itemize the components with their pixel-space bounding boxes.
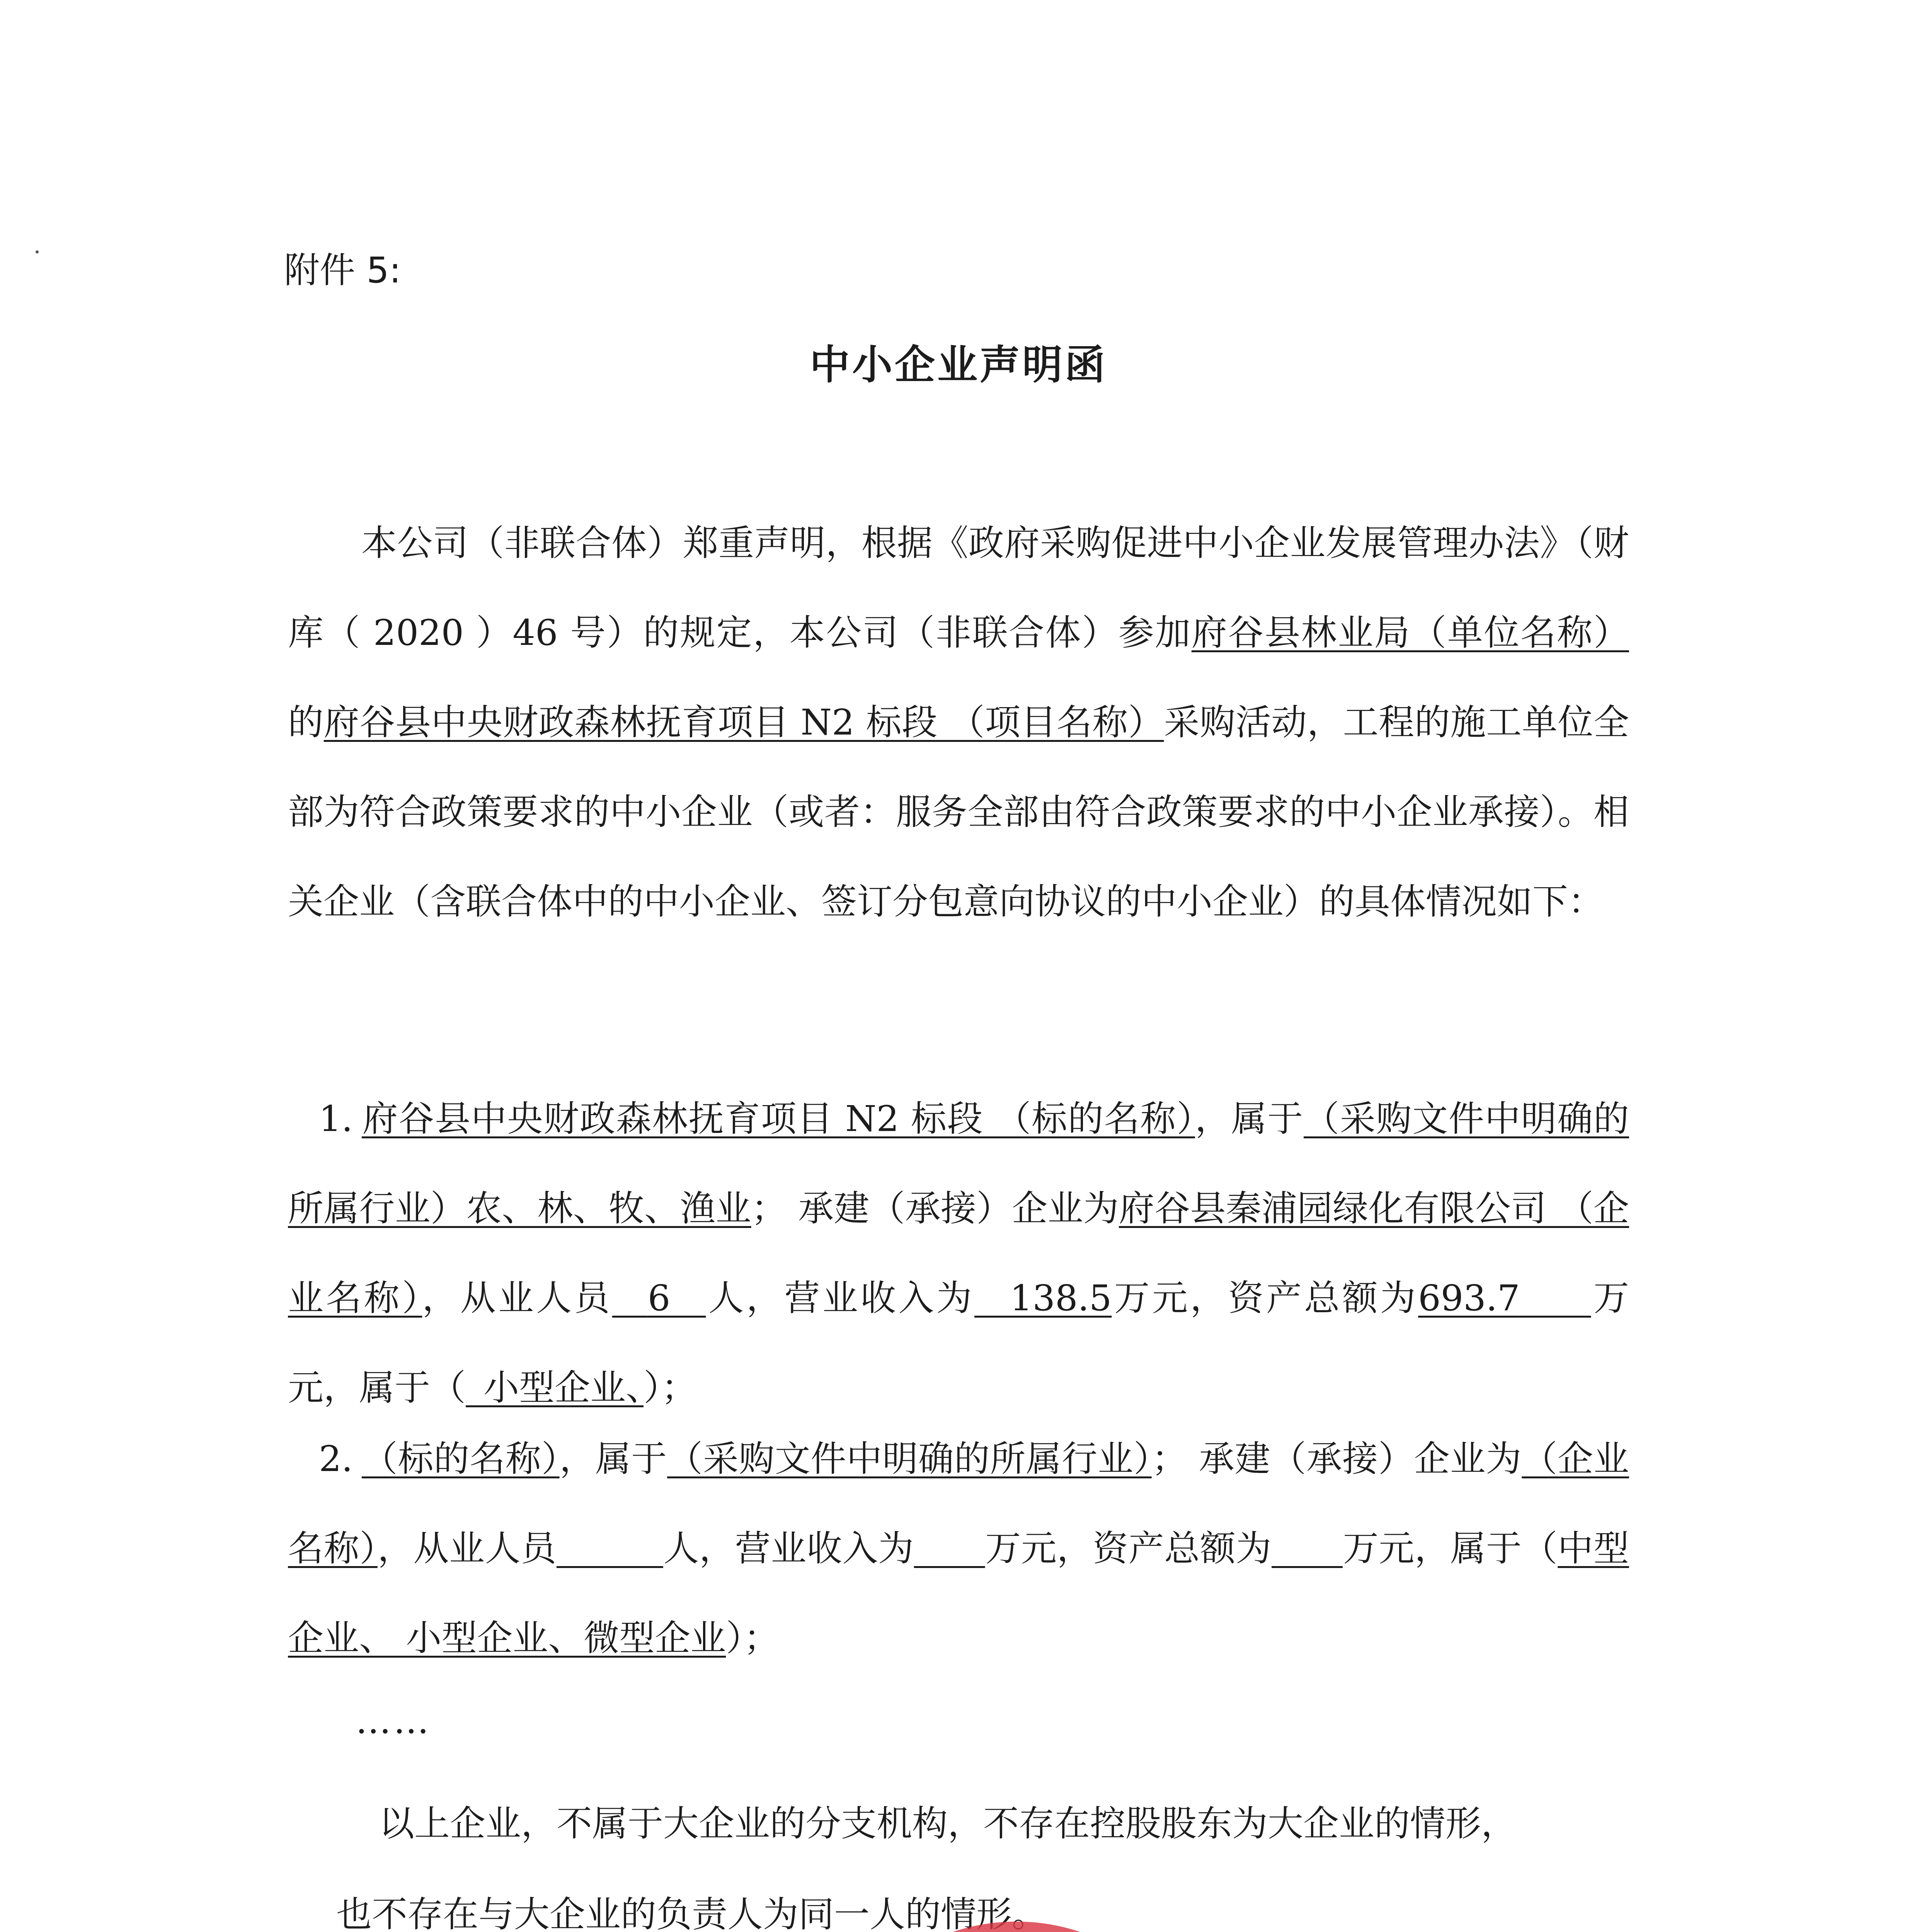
item1-text-2: ； 承建（承接）企业为 <box>751 1188 1119 1229</box>
item1-text-1: ，属于 <box>1195 1098 1304 1139</box>
item2-types: 中型企业、 小型企业、微型企业 <box>288 1528 1629 1659</box>
scan-speck <box>36 250 39 253</box>
statement-line-2: 也不存在与大企业的负责人为同一人的情形。 <box>336 1894 1048 1932</box>
intro-paragraph <box>288 498 1629 947</box>
item2-employees-blank <box>557 1528 663 1569</box>
intro-text-2: 的 <box>288 702 324 743</box>
item1-revenue <box>974 1277 1112 1319</box>
intro-text-1: 本公司（非联合体）郑重声明，根据《政府采购促进中小企业发展管理办法》（财库（ 2020 ）46 号）的规定，本公司（非联合体）参加 <box>288 522 1629 653</box>
item1-target: 府谷县中央财政森林抚育项目 N2 标段 （标的名称） <box>361 1098 1195 1139</box>
item1-text-6: 万元，属于（ <box>288 1277 1629 1408</box>
item2-text-2: ； 承建（承接）企业为 <box>1151 1438 1522 1480</box>
item2-target: （标的名称） <box>361 1438 560 1480</box>
item2-text-6: 万元，属于（ <box>1343 1528 1558 1569</box>
enterprise-item-1 <box>288 1074 1629 1433</box>
seal-ring <box>823 1928 1210 1932</box>
item1-number: 1. <box>319 1098 353 1139</box>
item2-revenue-blank <box>914 1528 985 1569</box>
item1-employees <box>612 1277 706 1319</box>
item1-type-value: 小型企业、 <box>484 1367 644 1408</box>
statement-line-1: 以上企业，不属于大企业的分支机构，不存在控股股东为大企业的情形， <box>379 1803 1517 1844</box>
project-field: 府谷县中央财政森林抚育项目 N2 标段 （项目名称） <box>323 702 1164 743</box>
buyer-field: 府谷县林业局（单位名称） <box>1191 612 1629 653</box>
item1-text-3: ，从业人员 <box>422 1277 612 1319</box>
item2-text-3: ，从业人员 <box>377 1528 557 1569</box>
item2-text-4: 人，营业收入为 <box>663 1528 914 1569</box>
item1-company: 府谷县秦浦园绿化有限公司 （企业名称） <box>288 1188 1629 1319</box>
item1-type <box>466 1367 644 1408</box>
item2-text-1: ，属于 <box>559 1438 667 1480</box>
item2-text-5: 万元，资产总额为 <box>985 1528 1272 1569</box>
enterprise-item-2 <box>288 1414 1629 1683</box>
item1-assets-value: 693.7 <box>1418 1277 1520 1319</box>
item2-assets-blank <box>1272 1528 1343 1569</box>
ellipsis: …… <box>356 1700 431 1742</box>
item2-number: 2. <box>319 1438 353 1480</box>
item1-text-5: 万元，资产总额为 <box>1112 1277 1418 1319</box>
item2-company: （企业名称） <box>288 1438 1629 1569</box>
item1-revenue-value: 138.5 <box>1010 1277 1112 1319</box>
item2-industry: （采购文件中明确的所属行业） <box>667 1438 1152 1480</box>
item1-text-4: 人，营业收入为 <box>706 1277 974 1319</box>
item1-text-7: ）； <box>644 1367 697 1408</box>
document-title: 中小企业声明函 <box>809 341 1107 388</box>
item1-assets <box>1418 1277 1591 1319</box>
company-seal-icon <box>804 1909 1229 1932</box>
attachment-label: 附件 5: <box>284 250 401 291</box>
item1-industry: （采购文件中明确的所属行业）农、林、牧、渔业 <box>288 1098 1629 1229</box>
intro-text-3: 采购活动，工程的施工单位全部为符合政策要求的中小企业（或者：服务全部由符合政策要求的中小企业承接）。相关企业（含联合体中的中小企业、签订分包意向协议的中小企业）的具体情况如下： <box>288 702 1629 922</box>
item1-employees-value: 6 <box>647 1277 671 1319</box>
item2-text-7: ）； <box>726 1617 780 1659</box>
